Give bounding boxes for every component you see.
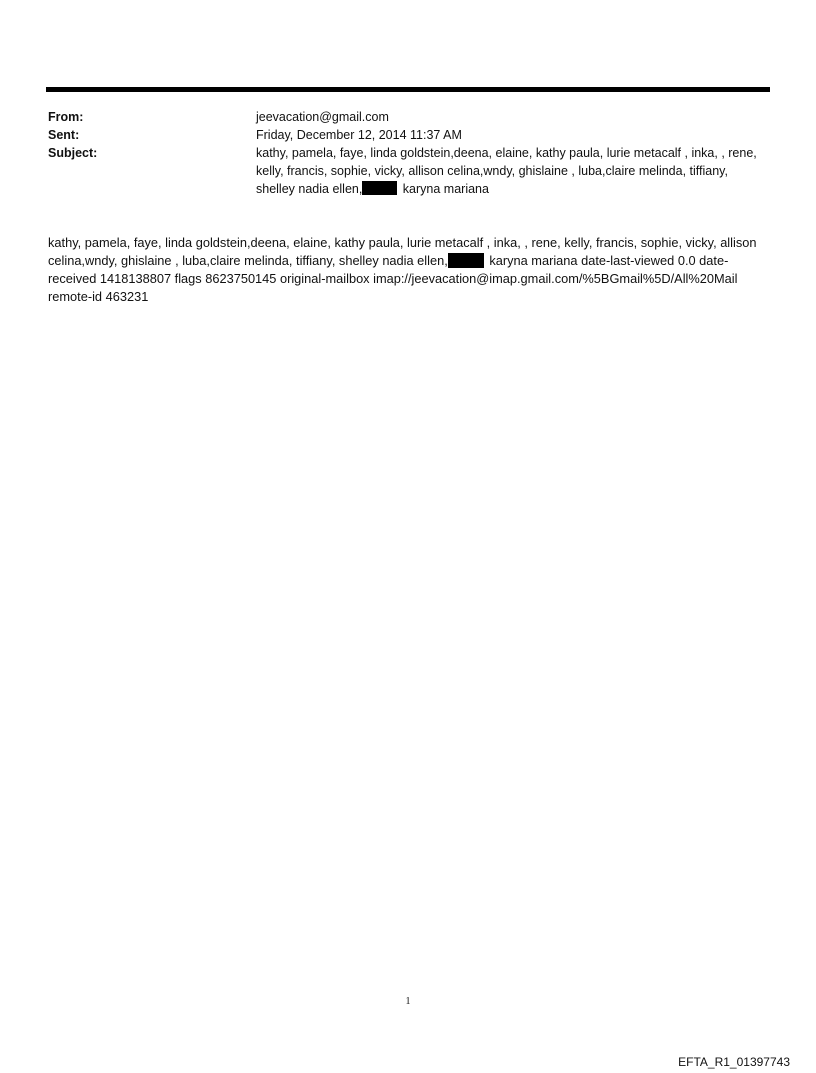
email-body xyxy=(48,234,773,306)
body-text-part2: karyna mariana date-last-viewed 0.0 date-received 1418138807 flags 8623750145 original-mailbox imap://jeevacation@imap.gmail.com/%5BGmail%5D/All%20Mail remote-id 463231 xyxy=(48,253,738,304)
sent-label: Sent: xyxy=(48,128,80,142)
page-number: 1 xyxy=(405,996,411,1007)
subject-text-part2: karyna mariana xyxy=(399,182,489,196)
from-row xyxy=(48,108,768,126)
from-value: jeevacation@gmail.com xyxy=(256,110,389,124)
sent-value: Friday, December 12, 2014 11:37 AM xyxy=(256,128,462,142)
email-header xyxy=(48,108,768,198)
redaction-box xyxy=(362,181,397,195)
from-label: From: xyxy=(48,110,84,124)
subject-row xyxy=(48,144,768,198)
subject-text-part1: kathy, pamela, faye, linda goldstein,deena, elaine, kathy paula, lurie metacalf , inka, , rene, kelly, francis, sophie, vicky, allison celina,wndy, ghislaine , luba,claire melinda, tiffiany, shelley nadia ellen, xyxy=(256,146,757,196)
subject-value xyxy=(256,144,768,198)
subject-label: Subject: xyxy=(48,146,98,160)
document-id: EFTA_R1_01397743 xyxy=(678,1055,790,1069)
header-divider xyxy=(46,87,770,92)
redaction-box xyxy=(448,253,484,268)
sent-row xyxy=(48,126,768,144)
body-text-part1: kathy, pamela, faye, linda goldstein,deena, elaine, kathy paula, lurie metacalf , inka, , rene, kelly, francis, sophie, vicky, allison celina,wndy, ghislaine , luba,claire melinda, tiffiany, shelley nadia ellen, xyxy=(48,235,757,268)
